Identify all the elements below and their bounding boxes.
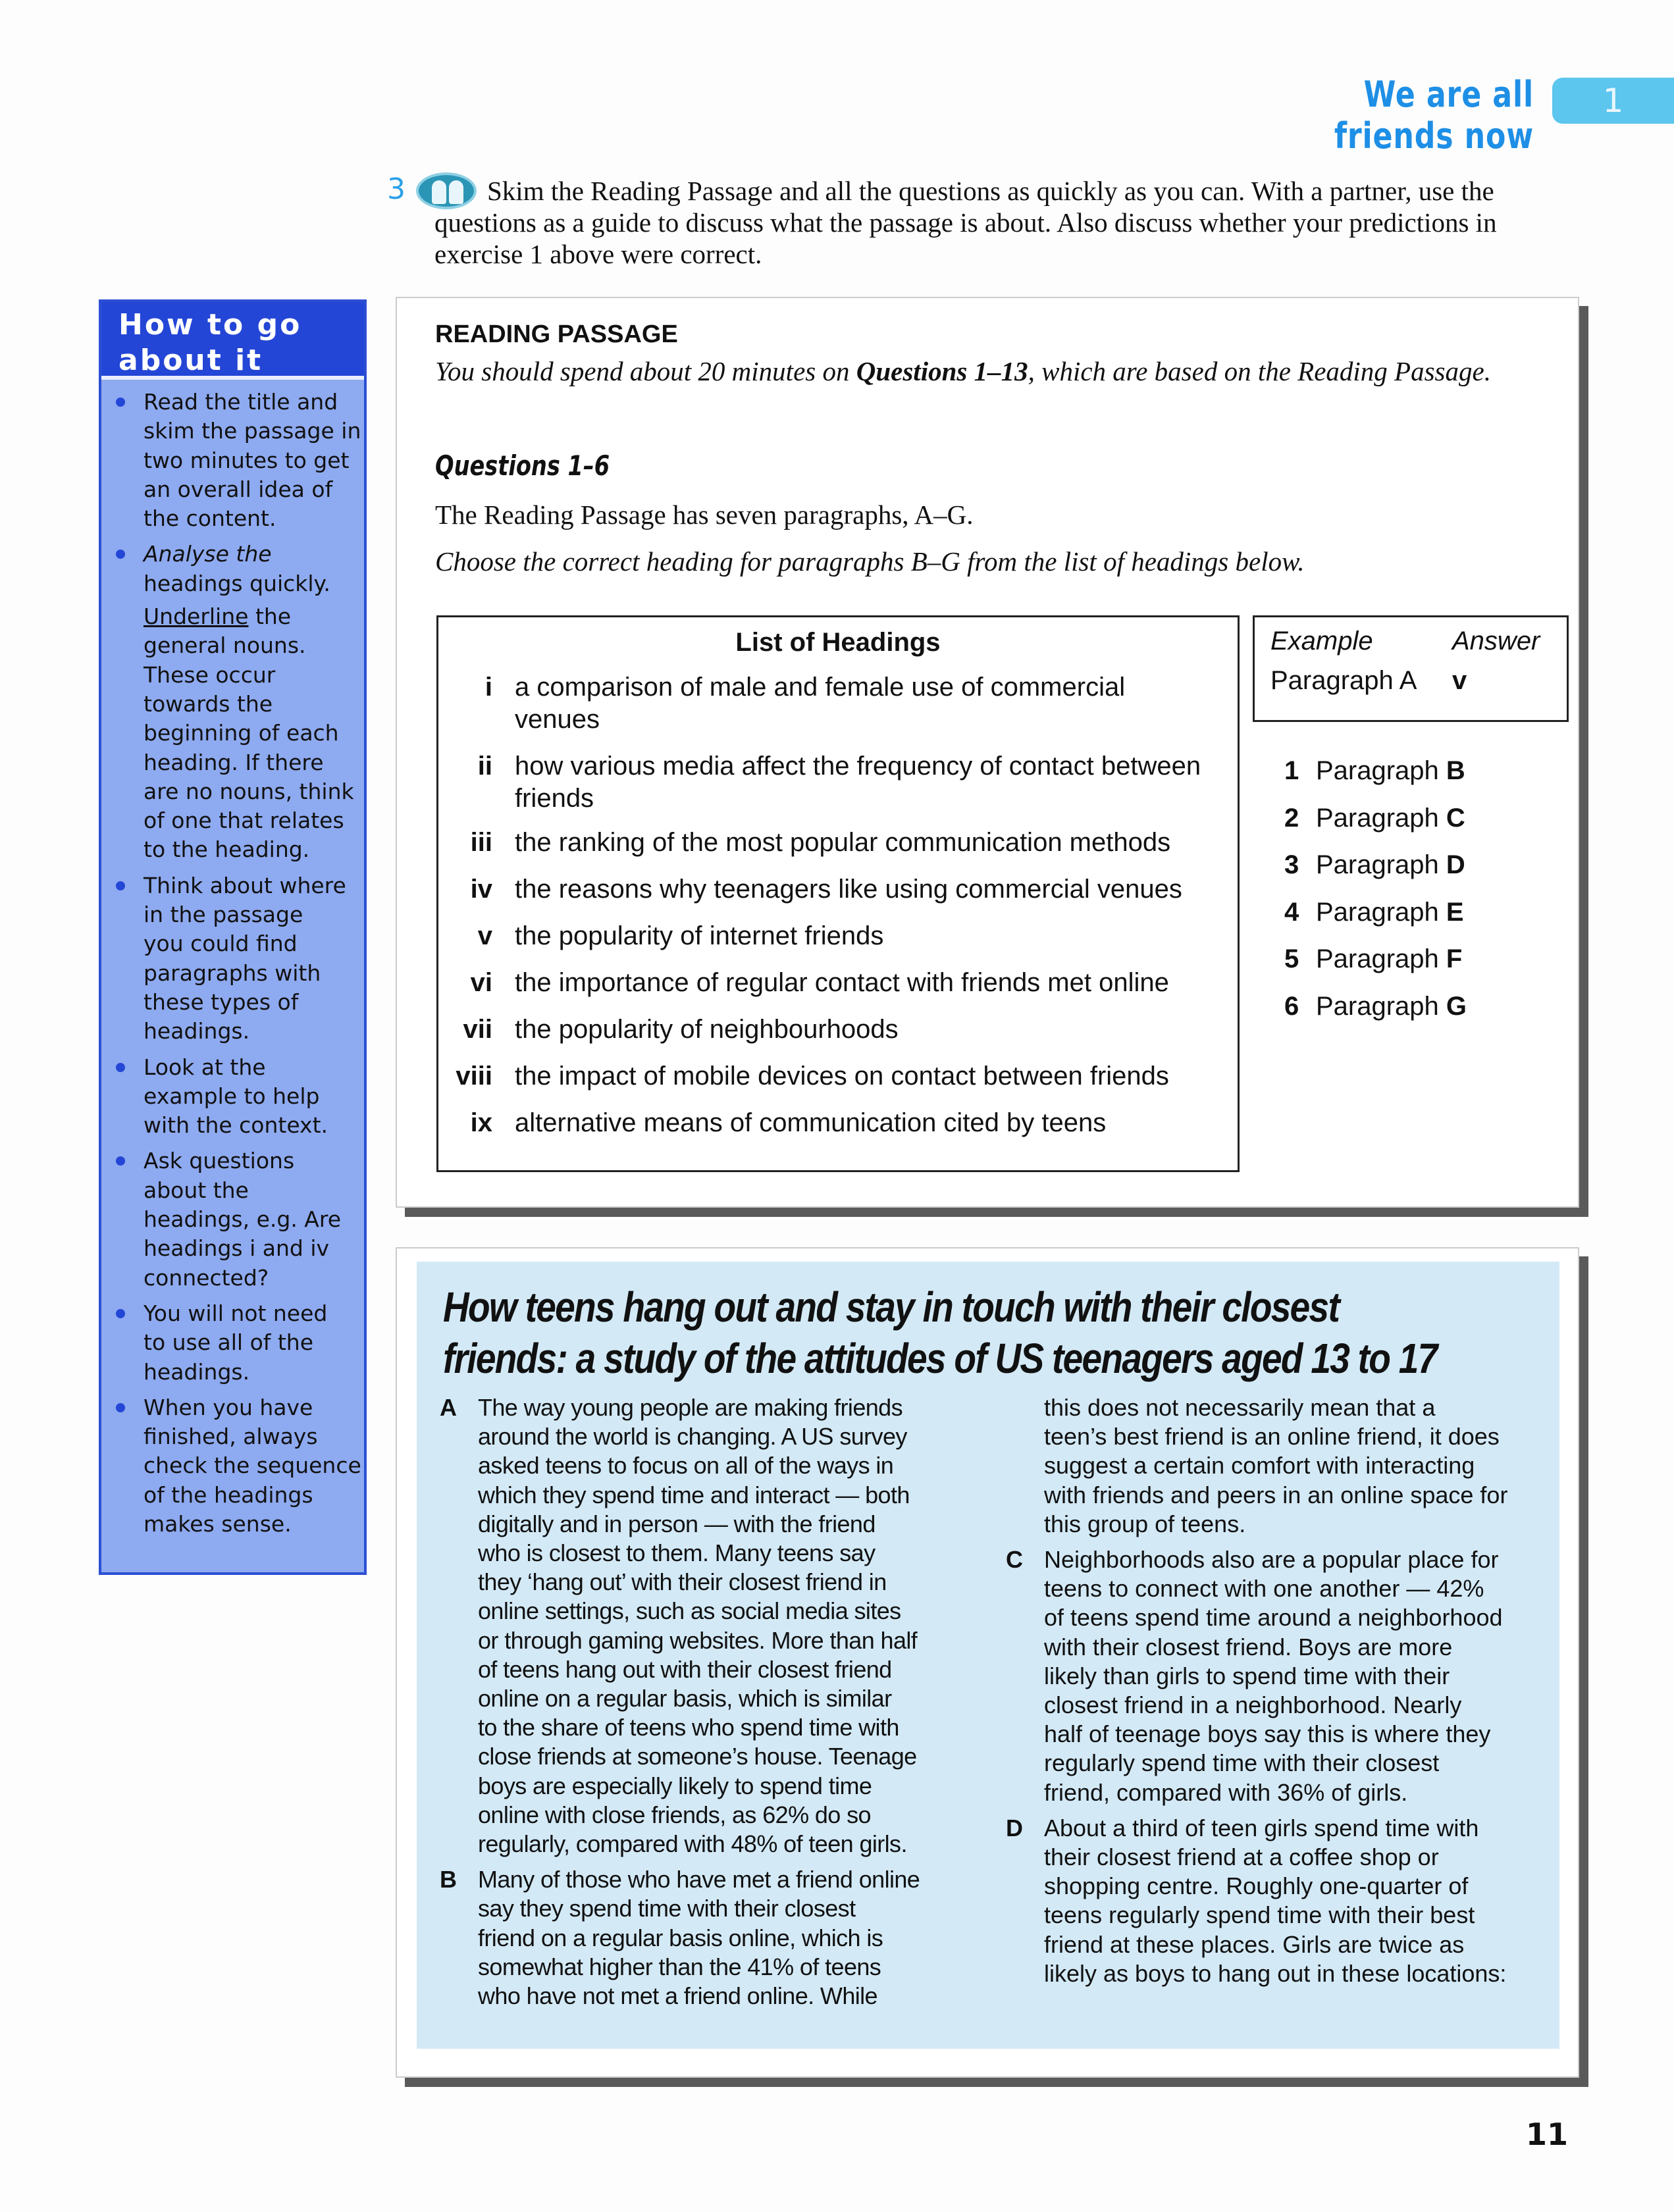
- sidebar-tip-line: you could find: [144, 931, 298, 957]
- sidebar-tip-line: heading. If there: [144, 749, 324, 775]
- instr-text: You should spend about 20 minutes on: [435, 356, 856, 386]
- paragraph-line: their closest friend at a coffee shop or: [1044, 1843, 1439, 1871]
- sidebar-tip-line: general nouns.: [144, 632, 306, 659]
- example-paragraph: Paragraph A: [1270, 666, 1417, 695]
- paragraph-line: shopping centre. Roughly one-quarter of: [1044, 1872, 1469, 1900]
- list-of-headings-title: List of Headings: [735, 628, 941, 657]
- sidebar-tip-line: headings.: [144, 1358, 250, 1385]
- paragraph-line: suggest a certain comfort with interacting: [1044, 1452, 1475, 1479]
- paragraph-line: closest friend in a neighborhood. Nearly: [1044, 1691, 1462, 1719]
- sidebar-tip-line: makes sense.: [144, 1510, 292, 1537]
- paragraph-letter: B: [1446, 756, 1465, 785]
- unit-number-tab: 1: [1552, 78, 1674, 124]
- sidebar-tip-line: finished, always: [144, 1424, 318, 1450]
- paragraph-line: likely as boys to hang out in these locations:: [1044, 1959, 1507, 1987]
- paragraph-label: Paragraph: [1316, 991, 1446, 1021]
- exercise-number: 3: [387, 172, 405, 206]
- paragraph-line: around the world is changing. A US survey: [478, 1423, 907, 1451]
- sidebar-tip-line: the content.: [144, 505, 276, 532]
- sidebar-tip-line: headings i and iv: [144, 1235, 330, 1262]
- heading-numeral: iii: [470, 828, 492, 857]
- sidebar-tip-line: Analyse the: [144, 541, 272, 567]
- paragraph-letter: A: [440, 1394, 457, 1421]
- paragraph-line: friend at these places. Girls are twice as: [1044, 1930, 1465, 1958]
- heading-numeral: iv: [470, 875, 492, 904]
- sidebar-tip-line: Look at the: [144, 1054, 266, 1080]
- sidebar-tip: [101, 388, 364, 533]
- paragraph-letter: D: [1446, 850, 1465, 879]
- heading-numeral: ii: [477, 752, 492, 781]
- paragraph-line: likely than girls to spend time with their: [1044, 1662, 1450, 1689]
- article-column-right: [1006, 1393, 1559, 1995]
- sidebar-tip-line: headings, e.g. Are: [144, 1206, 342, 1233]
- sidebar-tip-line: Read the title and: [144, 389, 338, 415]
- sidebar-tip-line: of the headings: [144, 1481, 313, 1508]
- paragraph-line: to the share of teens who spend time with: [478, 1714, 899, 1741]
- bullet-icon: [116, 1156, 125, 1166]
- time-instructions: [435, 355, 1554, 388]
- sidebar-tip-line: two minutes to get: [144, 447, 350, 473]
- sidebar-tip-line: example to help: [144, 1083, 320, 1109]
- sidebar-tip-line: skim the passage in: [144, 418, 361, 444]
- instr-questions: Questions 1–13: [856, 356, 1028, 386]
- article-title-line: friends: a study of the attitudes of US teenagers aged 13 to 17: [443, 1335, 1437, 1382]
- sidebar-title-line: about it: [118, 344, 263, 377]
- answer-row: [1284, 992, 1467, 1021]
- sidebar-tip: [101, 602, 364, 865]
- paragraph-line: somewhat higher than the 41% of teens: [478, 1953, 881, 1980]
- question-number: 1: [1284, 756, 1299, 785]
- sidebar-tip: [101, 1053, 364, 1141]
- heading-numeral: vii: [463, 1015, 492, 1044]
- questions-intro: The Reading Passage has seven paragraphs, A–G.: [435, 500, 974, 530]
- heading-text: the impact of mobile devices on contact between friends: [515, 1062, 1169, 1091]
- heading-text: the reasons why teenagers like using commercial venues: [515, 875, 1182, 904]
- list-of-headings: [436, 615, 1240, 1172]
- sidebar-tip: [101, 1146, 364, 1292]
- sidebar-tip-line: to use all of the: [144, 1329, 314, 1356]
- heading-numeral: viii: [456, 1062, 492, 1091]
- sidebar-tip-line: beginning of each: [144, 720, 339, 746]
- paragraph-line: teens regularly spend time with their best: [1044, 1901, 1475, 1929]
- reading-passage-panel: [396, 297, 1579, 1208]
- answer-row: [1284, 944, 1462, 974]
- sidebar-tip-line: Underline the: [144, 604, 292, 630]
- sidebar-tip: [101, 1393, 364, 1539]
- article-title-line: How teens hang out and stay in touch with their closest: [443, 1283, 1340, 1331]
- article-panel: [396, 1247, 1579, 2078]
- paragraph-label: Paragraph: [1316, 897, 1446, 927]
- answer-row: [1284, 850, 1465, 880]
- article-paragraph: [1006, 1393, 1559, 1539]
- unit-title: We are all friends now: [1334, 74, 1534, 157]
- paragraph-line: half of teenage boys say this is where they: [1044, 1720, 1491, 1748]
- heading-numeral: ix: [470, 1108, 492, 1137]
- article-paragraph: [1006, 1545, 1559, 1807]
- heading-text: a comparison of male and female use of commercial venues: [515, 673, 1126, 734]
- article-background: [417, 1262, 1559, 2049]
- paragraph-line: which they spend time and interact — both: [478, 1481, 910, 1508]
- paragraph-label: Paragraph: [1316, 850, 1446, 879]
- sidebar-tip-line: connected?: [144, 1264, 269, 1291]
- paragraph-line: digitally and in person — with the friend: [478, 1510, 876, 1537]
- sidebar-tip-line: these types of: [144, 989, 299, 1015]
- paragraph-line: teen’s best friend is an online friend, it does: [1044, 1423, 1500, 1451]
- heading-text: the ranking of the most popular communication methods: [515, 828, 1171, 857]
- sidebar-tip-line: These occur: [144, 661, 276, 688]
- paragraph-line: online settings, such as social media sites: [478, 1597, 901, 1625]
- sidebar-tip: [101, 540, 364, 598]
- sidebar-tip-line: towards the: [144, 690, 273, 717]
- paragraph-label: Paragraph: [1316, 944, 1446, 973]
- paragraph-letter: C: [1446, 803, 1465, 833]
- example-box: [1253, 615, 1569, 722]
- example-answer: v: [1452, 666, 1467, 695]
- paragraph-line: friend on a regular basis online, which is: [478, 1924, 883, 1951]
- heading-numeral: vi: [470, 968, 492, 997]
- sidebar-tip-line: Think about where: [144, 872, 346, 898]
- question-number: 6: [1284, 991, 1299, 1021]
- heading-text: the importance of regular contact with friends met online: [515, 968, 1169, 997]
- sidebar-tip-line: with the context.: [144, 1112, 328, 1139]
- sidebar-tip-line: are no nouns, think: [144, 778, 354, 804]
- paragraph-line: asked teens to focus on all of the ways in: [478, 1452, 894, 1479]
- sidebar-tip: [101, 1299, 364, 1387]
- paragraph-line: regularly spend time with their closest: [1044, 1749, 1440, 1777]
- sidebar-tip-line: about the: [144, 1177, 249, 1203]
- paragraph-line: online on a regular basis, which is similar: [478, 1685, 892, 1712]
- sidebar-tip-line: Ask questions: [144, 1148, 295, 1174]
- paragraph-line: close friends at someone’s house. Teenage: [478, 1743, 917, 1770]
- instr-text: , which are based on the Reading Passage.: [1028, 356, 1491, 386]
- paragraph-letter: F: [1446, 944, 1463, 973]
- bullet-icon: [116, 1403, 125, 1412]
- sidebar-tip: [101, 871, 364, 1046]
- paragraph-line: who is closest to them. Many teens say: [478, 1539, 876, 1567]
- paragraph-line: Many of those who have met a friend online: [478, 1866, 920, 1893]
- heading-text: the popularity of internet friends: [515, 921, 884, 950]
- bullet-icon: [116, 1063, 125, 1072]
- paragraph-line: teens to connect with one another — 42%: [1044, 1575, 1484, 1603]
- sidebar-tip-line: headings quickly.: [144, 570, 330, 596]
- paragraph-line: this does not necessarily mean that a: [1044, 1394, 1436, 1421]
- paragraph-line: or through gaming websites. More than half: [478, 1626, 918, 1654]
- article-title: [443, 1281, 1437, 1384]
- bullet-icon: [116, 550, 125, 559]
- sidebar-title-line: How to go: [118, 308, 302, 342]
- paragraph-line: About a third of teen girls spend time with: [1044, 1814, 1479, 1841]
- bullet-icon: [116, 881, 125, 890]
- underlined-word: Underline: [144, 604, 249, 630]
- paragraph-line: regularly, compared with 48% of teen girls.: [478, 1830, 907, 1858]
- sidebar-tip-line: headings.: [144, 1018, 250, 1044]
- page-number: 11: [1526, 2117, 1569, 2152]
- article-paragraph: [440, 1393, 993, 1859]
- paragraph-line: say they spend time with their closest: [478, 1895, 856, 1922]
- article-paragraph: [440, 1865, 993, 2011]
- paragraph-line: online with close friends, as 62% do so: [478, 1801, 871, 1828]
- paragraph-letter: C: [1006, 1546, 1023, 1574]
- bullet-icon: [116, 398, 125, 407]
- bullet-icon: [116, 1309, 125, 1318]
- paragraph-line: with friends and peers in an online space for: [1044, 1481, 1508, 1508]
- heading-text: alternative means of communication cited by teens: [515, 1108, 1107, 1137]
- exercise-instructions: Skim the Reading Passage and all the questions as quickly as you can. With a partner, use the questions as a guide to discuss what the passage is about. Also discuss whether your predictions in exercise 1 above were correct.: [434, 176, 1497, 269]
- sidebar-tip-line: You will not need: [144, 1300, 328, 1326]
- heading-numeral: v: [477, 921, 492, 950]
- heading-text: the popularity of neighbourhoods: [515, 1015, 899, 1044]
- example-label: Example: [1270, 627, 1373, 656]
- answer-row: [1284, 804, 1465, 833]
- paragraph-letter: G: [1446, 991, 1467, 1021]
- sidebar-tip-line: paragraphs with: [144, 960, 321, 986]
- paragraph-letter: B: [440, 1866, 457, 1893]
- question-number: 3: [1284, 850, 1299, 879]
- paragraph-line: friend, compared with 36% of girls.: [1044, 1778, 1408, 1806]
- sidebar-tip-line: When you have: [144, 1394, 313, 1420]
- sidebar-tip-line: in the passage: [144, 902, 303, 928]
- question-number: 4: [1284, 897, 1299, 927]
- answer-label: Answer: [1452, 627, 1540, 656]
- paragraph-letter: D: [1006, 1814, 1023, 1841]
- paragraph-line: of teens spend time around a neighborhood: [1044, 1604, 1503, 1632]
- sidebar-tip-line: check the sequence: [144, 1453, 361, 1479]
- questions-title: Questions 1–6: [435, 450, 610, 482]
- sidebar-tip-line: of one that relates: [144, 808, 344, 834]
- heading-text: how various media affect the frequency of contact between friends: [515, 752, 1201, 813]
- article-column-left: [440, 1393, 993, 2017]
- paragraph-label: Paragraph: [1316, 803, 1446, 833]
- paragraph-line: boys are especially likely to spend time: [478, 1772, 872, 1799]
- article-paragraph: [1006, 1814, 1559, 1988]
- paragraph-line: who have not met a friend online. While: [478, 1982, 877, 2010]
- paragraph-line: The way young people are making friends: [478, 1394, 902, 1421]
- tips-sidebar: [99, 299, 367, 1575]
- paragraph-line: of teens hang out with their closest friend: [478, 1655, 892, 1683]
- reading-passage-title: READING PASSAGE: [435, 321, 678, 348]
- paragraph-letter: E: [1446, 897, 1464, 927]
- paragraph-line: they ‘hang out’ with their closest friend in: [478, 1568, 887, 1596]
- sidebar-title: [101, 302, 364, 380]
- paragraph-line: Neighborhoods also are a popular place for: [1044, 1546, 1499, 1574]
- paragraph-label: Paragraph: [1316, 756, 1446, 785]
- sidebar-tip-line: to the heading.: [144, 836, 310, 863]
- paragraph-line: with their closest friend. Boys are more: [1044, 1633, 1453, 1660]
- answer-row: [1284, 898, 1464, 927]
- heading-numeral: i: [484, 673, 492, 702]
- sidebar-tips-list: [101, 388, 364, 1545]
- questions-task: Choose the correct heading for paragraphs B–G from the list of headings below.: [435, 546, 1305, 577]
- question-number: 2: [1284, 803, 1299, 833]
- sidebar-tip-line: an overall idea of: [144, 476, 333, 502]
- question-number: 5: [1284, 944, 1299, 973]
- answer-row: [1284, 756, 1465, 786]
- paragraph-line: this group of teens.: [1044, 1510, 1246, 1537]
